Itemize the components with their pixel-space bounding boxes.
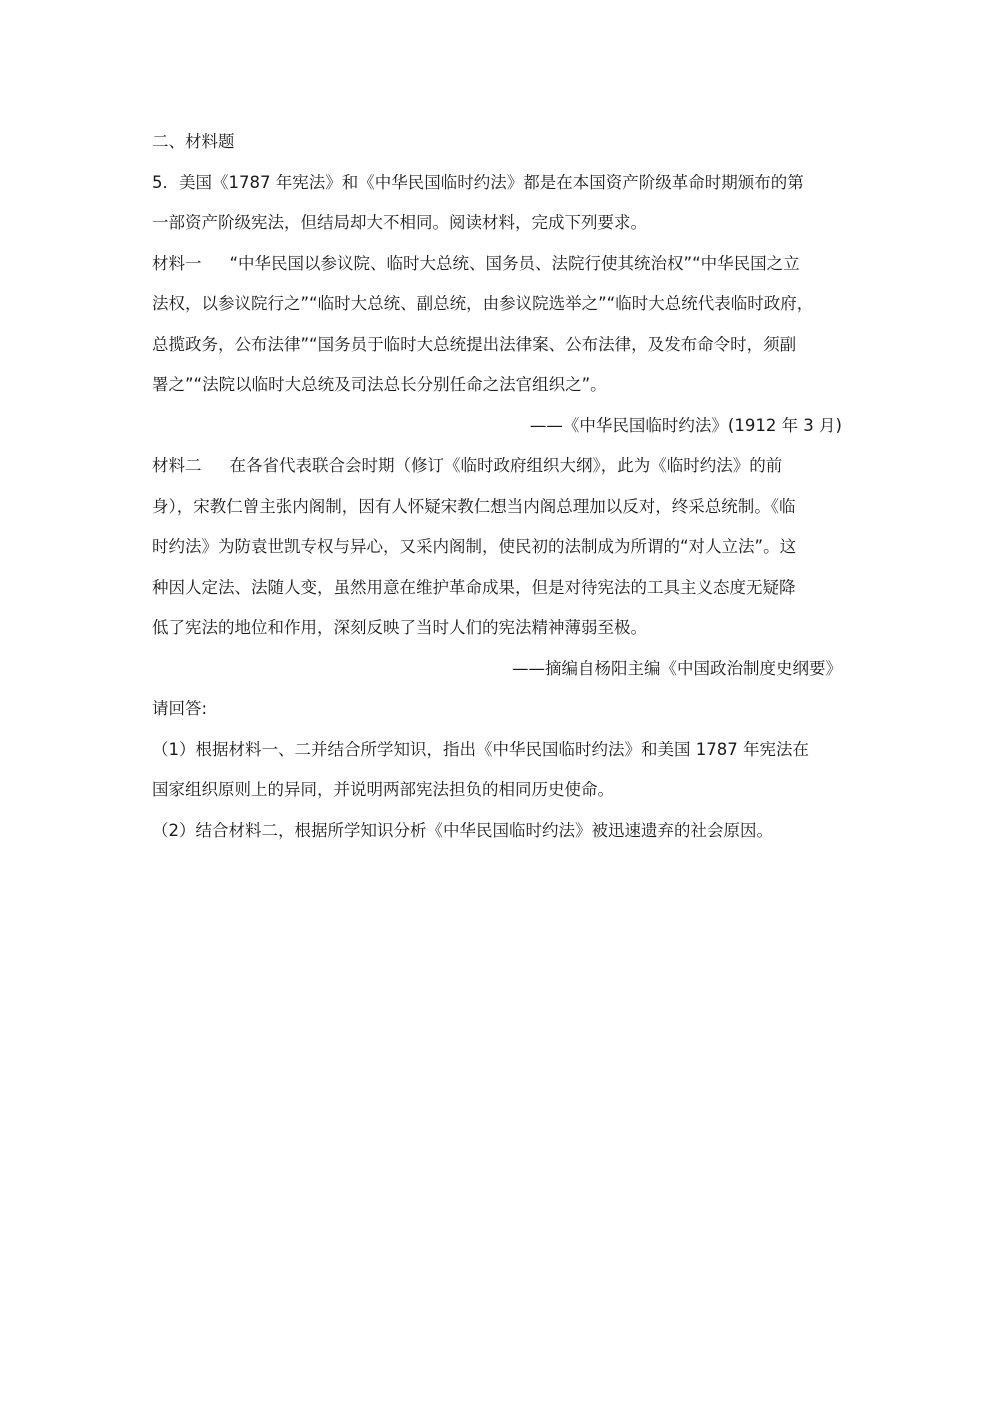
material-two [152,446,842,689]
sub-question-line: （1）根据材料一、二并结合所学知识，指出《中华民国临时约法》和美国 1787 年宪法在 [152,739,809,759]
material-two-line: 种因人定法、法随人变，虽然用意在维护革命成果，但是对待宪法的工具主义态度无疑降 [152,577,796,597]
material-two-line: 低了宪法的地位和作用，深刻反映了当时人们的宪法精神薄弱至极。 [152,618,647,637]
section-title: 二、材料题 [152,132,235,151]
question-text: 美国《1787 年宪法》和《中华民国临时约法》都是在本国资产阶级革命时期颁布的第 [179,172,804,192]
material-two-line: 时约法》为防袁世凯专权与异心，又采内阁制，使民初的法制成为所谓的“对人立法”。这 [152,537,797,556]
material-one [152,244,842,447]
sub-question-line: 国家组织原则上的异同，并说明两部宪法担负的相同历史使命。 [152,780,614,799]
material-two-text: 在各省代表联合会时期（修订《临时政府组织大纲》，此为《临时约法》的前 [229,456,783,475]
question-line [152,163,842,204]
question-line: 一部资产阶级宪法，但结局却大不相同。阅读材料，完成下列要求。 [152,213,647,232]
sub-question-2 [152,811,842,852]
question-stem [152,163,842,244]
material-one-line [152,244,842,285]
material-one-text: “中华民国以参议院、临时大总统、国务员、法院行使其统治权”“中华民国之立 [229,253,800,273]
material-one-line: 署之”“法院以临时大总统及司法总长分别任命之法官组织之”。 [152,375,607,394]
sub-question-line: （2）结合材料二，根据所学知识分析《中华民国临时约法》被迅速遗弃的社会原因。 [152,820,773,840]
answer-prompt: 请回答: [152,699,208,718]
sub-question-1 [152,730,842,811]
material-one-line: 总揽政务，公布法律”“国务员于临时大总统提出法律案、公布法律，及发布命令时，须副 [152,334,797,354]
material-two-line: 身），宋教仁曾主张内阁制，因有人怀疑宋教仁想当内阁总理加以反对，终采总统制。《临 [152,496,796,516]
material-two-source: ——摘编自杨阳主编《中国政治制度史纲要》 [512,658,842,678]
question-number: 5． [152,172,179,192]
material-one-line: 法权，以参议院行之”“临时大总统、副总统，由参议院选举之”“临时大总统代表临时政府， [152,294,814,313]
material-one-label: 材料一 [152,253,202,273]
material-two-label: 材料二 [152,456,202,475]
document-page [152,122,842,851]
material-two-line [152,446,842,487]
material-one-source: ——《中华民国临时约法》(1912 年 3 月) [529,415,842,435]
